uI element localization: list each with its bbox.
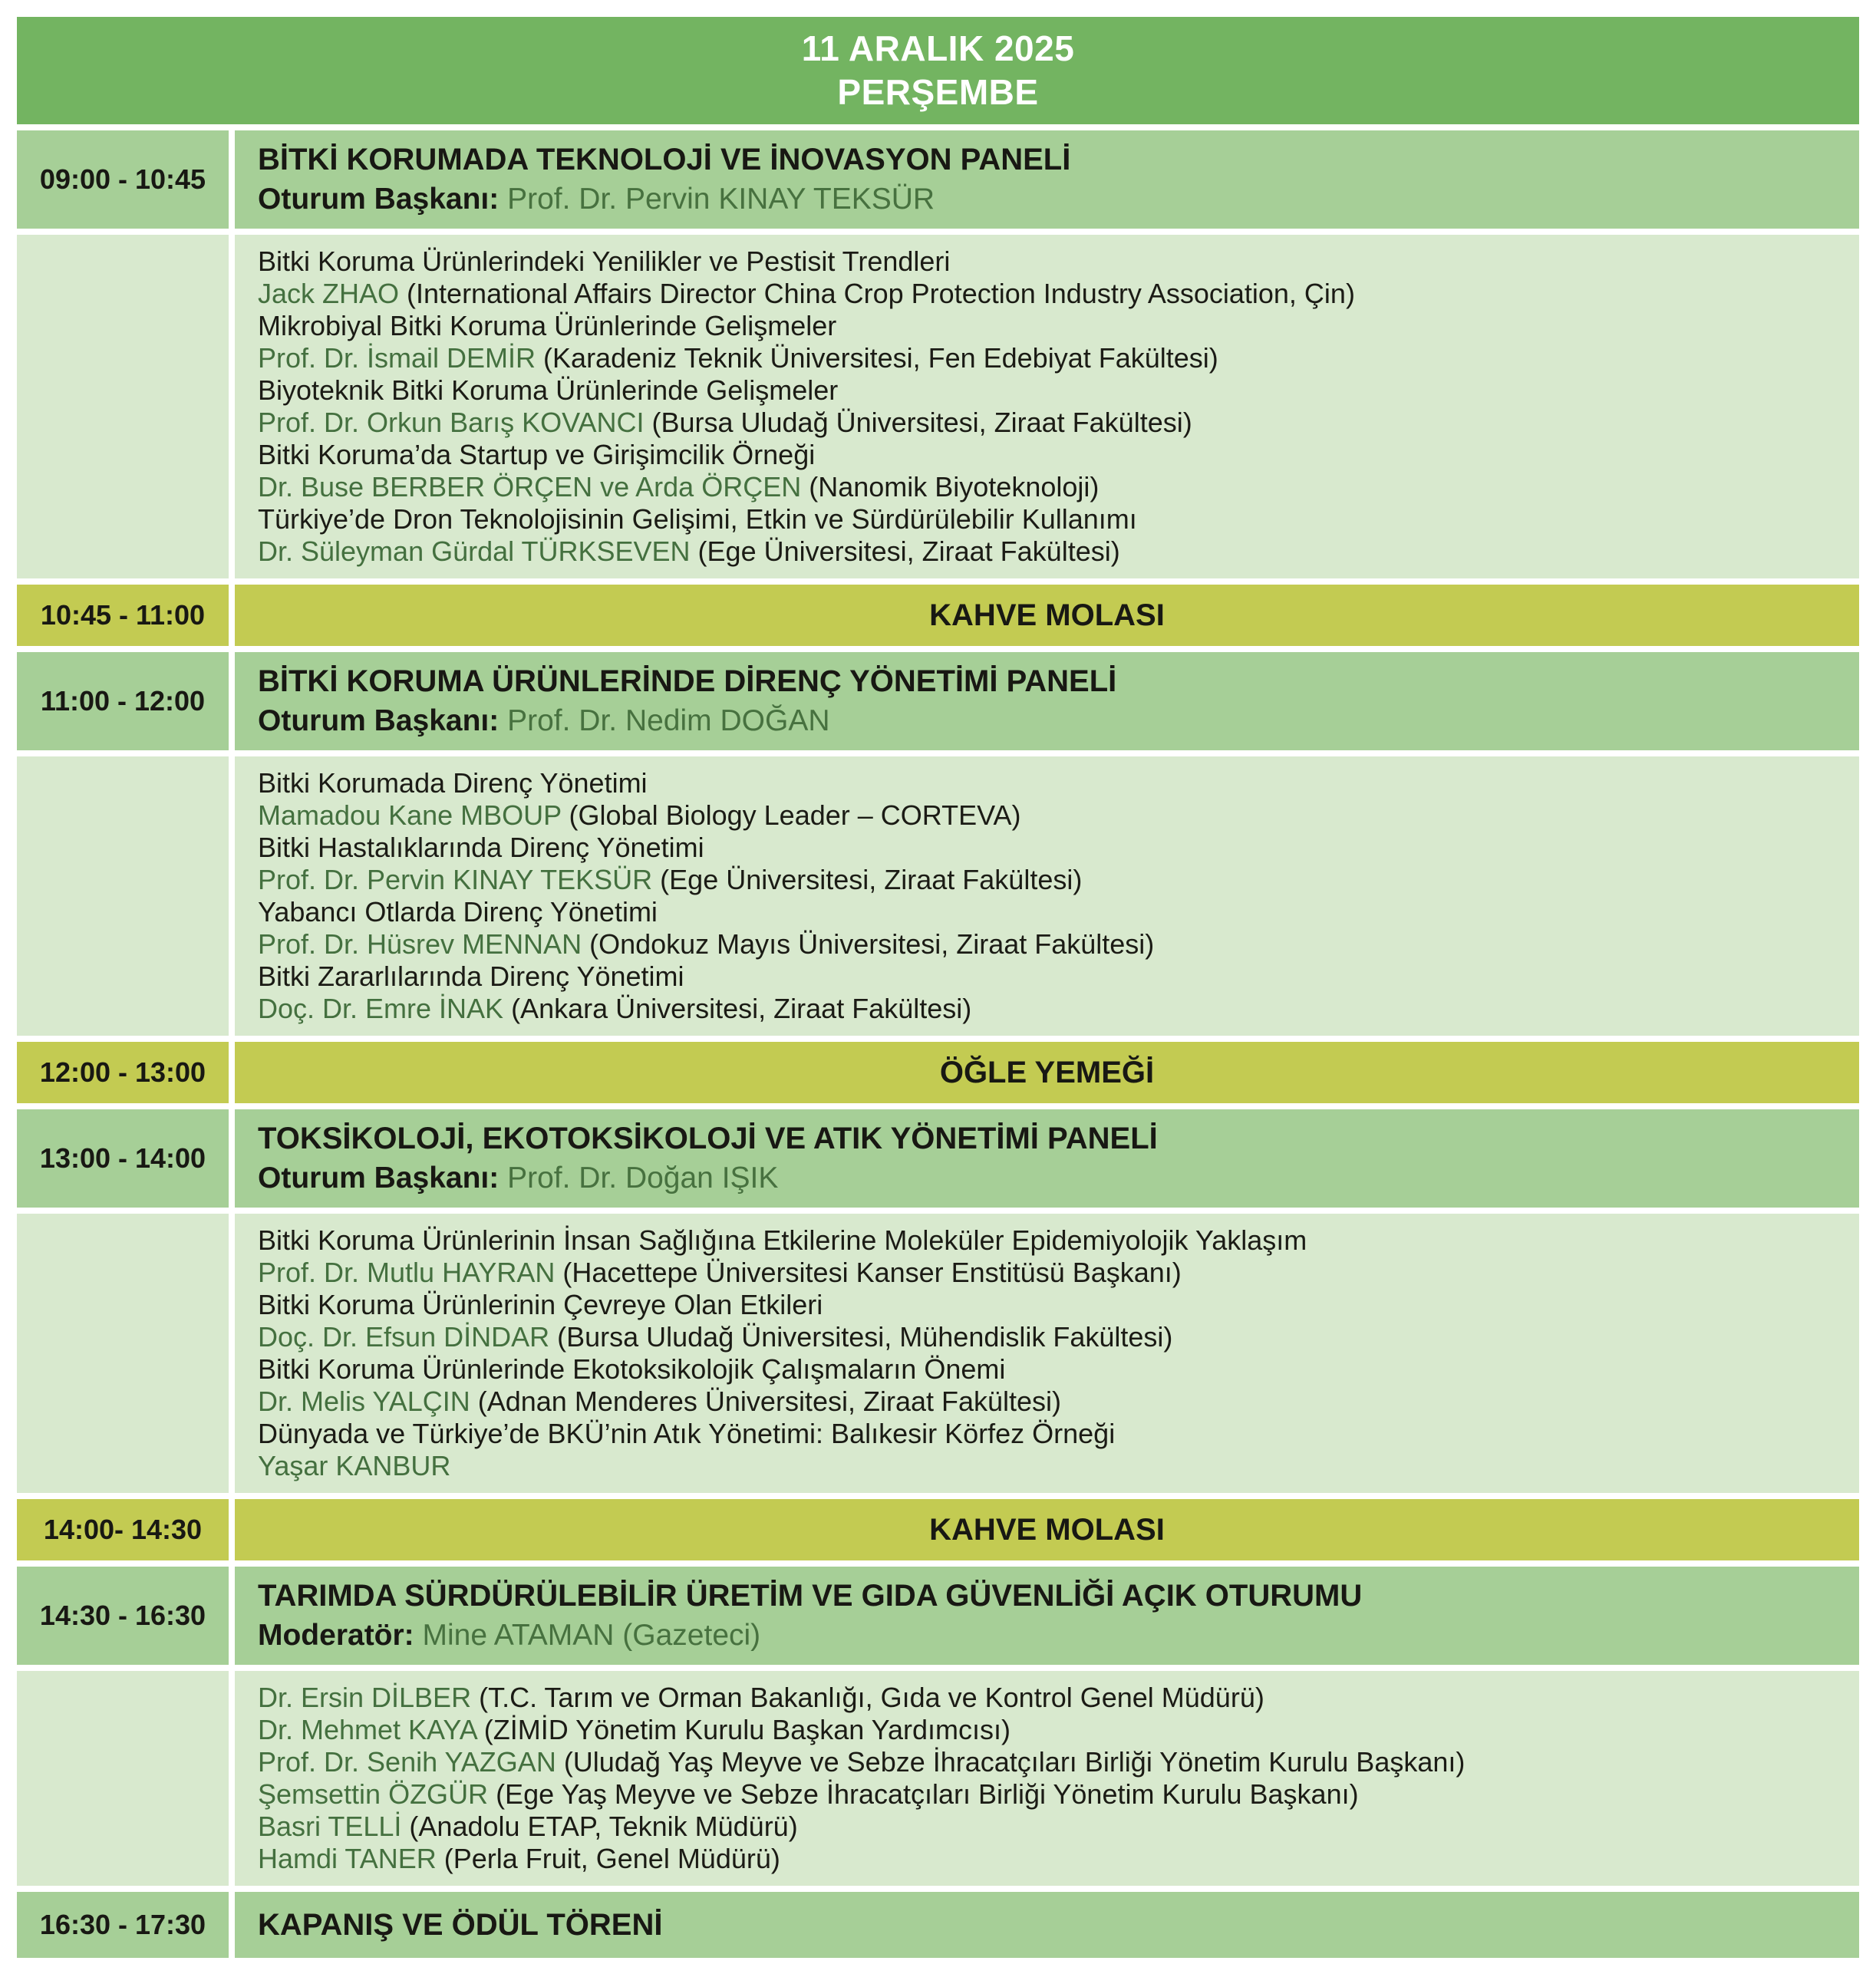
speaker-name: Prof. Dr. Hüsrev MENNAN — [258, 928, 582, 960]
session-title: BİTKİ KORUMADA TEKNOLOJİ VE İNOVASYON PANELİ — [258, 143, 1071, 176]
topic-line: Biyoteknik Bitki Koruma Ürünlerinde Gelişmeler — [258, 374, 839, 406]
schedule-table — [17, 17, 1859, 1958]
time-cell: 14:30 - 16:30 — [17, 1567, 229, 1665]
chair-name: Prof. Dr. Doğan IŞIK — [507, 1162, 779, 1195]
session-header-row — [17, 1109, 1859, 1208]
break-label: KAHVE MOLASI — [235, 585, 1859, 646]
speaker-affiliation: (Hacettepe Üniversitesi Kanser Enstitüsü Başkanı) — [555, 1257, 1182, 1288]
speaker-line — [258, 342, 1836, 374]
speaker-affiliation: (Ege Üniversitesi, Ziraat Fakültesi) — [690, 535, 1120, 567]
speaker-line — [258, 535, 1836, 568]
lunch-label: ÖĞLE YEMEĞİ — [235, 1042, 1859, 1103]
moderator-name: Mine ATAMAN (Gazeteci) — [422, 1619, 761, 1652]
chair-label: Oturum Başkanı: — [258, 1162, 499, 1195]
topic-line: Bitki Koruma’da Startup ve Girişimcilik Örneği — [258, 439, 816, 470]
speaker-line — [258, 1843, 1836, 1875]
topic-line: Bitki Hastalıklarında Direnç Yönetimi — [258, 832, 704, 863]
speaker-line — [258, 864, 1836, 896]
speaker-affiliation: (Anadolu ETAP, Teknik Müdürü) — [401, 1811, 798, 1842]
chair-name: Prof. Dr. Pervin KINAY TEKSÜR — [507, 183, 935, 216]
date-line: 11 ARALIK 2025 — [801, 28, 1075, 68]
speaker-name: Prof. Dr. Senih YAZGAN — [258, 1746, 556, 1778]
speaker-name: Hamdi TANER — [258, 1843, 437, 1874]
topic-line: Bitki Koruma Ürünlerinin İnsan Sağlığına Etkilerine Moleküler Epidemiyolojik Yaklaşım — [258, 1224, 1307, 1256]
speaker-affiliation: (Nanomik Biyoteknoloji) — [801, 471, 1100, 503]
speaker-line — [258, 1450, 1836, 1482]
time-cell: 10:45 - 11:00 — [17, 585, 229, 646]
speaker-name: Dr. Mehmet KAYA — [258, 1714, 476, 1745]
speaker-line — [258, 799, 1836, 832]
closing-row — [17, 1892, 1859, 1958]
speaker-line — [258, 1811, 1836, 1843]
speaker-line — [258, 1257, 1836, 1289]
speaker-name: Mamadou Kane MBOUP — [258, 799, 562, 831]
speaker-name: Prof. Dr. Orkun Barış KOVANCI — [258, 407, 645, 438]
session-title: TOKSİKOLOJİ, EKOTOKSİKOLOJİ VE ATIK YÖNETİMİ PANELİ — [258, 1122, 1158, 1155]
closing-title: KAPANIŞ VE ÖDÜL TÖRENİ — [235, 1892, 1859, 1958]
topic-line: Mikrobiyal Bitki Koruma Ürünlerinde Gelişmeler — [258, 310, 837, 341]
session-header-row — [17, 130, 1859, 229]
speakers-row — [17, 1671, 1859, 1886]
time-cell: 16:30 - 17:30 — [17, 1892, 229, 1958]
speaker-name: Jack ZHAO — [258, 278, 400, 309]
speaker-name: Dr. Melis YALÇIN — [258, 1386, 470, 1417]
speaker-name: Yaşar KANBUR — [258, 1450, 451, 1481]
speaker-affiliation: (Adnan Menderes Üniversitesi, Ziraat Fakültesi) — [470, 1386, 1062, 1417]
time-cell-empty — [17, 1671, 229, 1886]
speaker-name: Dr. Buse BERBER ÖRÇEN ve Arda ÖRÇEN — [258, 471, 802, 503]
speaker-line — [258, 407, 1836, 439]
speaker-name: Doç. Dr. Emre İNAK — [258, 993, 504, 1024]
topic-line: Bitki Korumada Direnç Yönetimi — [258, 767, 648, 799]
time-cell-empty — [17, 235, 229, 578]
time-cell: 11:00 - 12:00 — [17, 652, 229, 750]
speaker-affiliation: (International Affairs Director China Crop Protection Industry Association, Çin) — [399, 278, 1355, 309]
topic-line: Bitki Koruma Ürünlerinin Çevreye Olan Etkileri — [258, 1289, 823, 1320]
session-chair — [258, 180, 1836, 219]
speaker-affiliation: (Ankara Üniversitesi, Ziraat Fakültesi) — [503, 993, 972, 1024]
topic-line: Türkiye’de Dron Teknolojisinin Gelişimi, Etkin ve Sürdürülebilir Kullanımı — [258, 503, 1137, 535]
speaker-line — [258, 1321, 1836, 1353]
topic-line: Yabancı Otlarda Direnç Yönetimi — [258, 896, 658, 928]
speaker-name: Şemsettin ÖZGÜR — [258, 1778, 489, 1810]
topic-line: Bitki Zararlılarında Direnç Yönetimi — [258, 961, 684, 992]
time-cell-empty — [17, 756, 229, 1036]
moderator-label: Moderatör: — [258, 1619, 414, 1652]
speaker-affiliation: (Ege Üniversitesi, Ziraat Fakültesi) — [652, 864, 1083, 895]
speakers-row — [17, 235, 1859, 578]
speaker-line — [258, 278, 1836, 310]
speaker-name: Doç. Dr. Efsun DİNDAR — [258, 1321, 550, 1353]
session-chair — [258, 701, 1836, 741]
speakers-row — [17, 756, 1859, 1036]
speaker-name: Prof. Dr. Pervin KINAY TEKSÜR — [258, 864, 653, 895]
speaker-affiliation: (Global Biology Leader – CORTEVA) — [561, 799, 1021, 831]
time-cell: 12:00 - 13:00 — [17, 1042, 229, 1103]
speaker-line — [258, 471, 1836, 503]
chair-label: Oturum Başkanı: — [258, 183, 499, 216]
speaker-affiliation: (T.C. Tarım ve Orman Bakanlığı, Gıda ve Kontrol Genel Müdürü) — [471, 1682, 1264, 1713]
session-title: BİTKİ KORUMA ÜRÜNLERİNDE DİRENÇ YÖNETİMİ PANELİ — [258, 664, 1117, 698]
topic-line: Dünyada ve Türkiye’de BKÜ’nin Atık Yönetimi: Balıkesir Körfez Örneği — [258, 1418, 1116, 1449]
speaker-line — [258, 1714, 1836, 1746]
speaker-line — [258, 1778, 1836, 1811]
speaker-line — [258, 928, 1836, 961]
time-cell: 13:00 - 14:00 — [17, 1109, 229, 1208]
weekday-line: PERŞEMBE — [837, 72, 1039, 112]
speaker-affiliation: (Bursa Uludağ Üniversitesi, Mühendislik Fakültesi) — [549, 1321, 1173, 1353]
date-header — [17, 17, 1859, 124]
speaker-line — [258, 1386, 1836, 1418]
session-header-row — [17, 1567, 1859, 1665]
speaker-name: Prof. Dr. Mutlu HAYRAN — [258, 1257, 556, 1288]
time-cell-empty — [17, 1214, 229, 1493]
session-header-row — [17, 652, 1859, 750]
break-row — [17, 1499, 1859, 1560]
session-chair — [258, 1158, 1836, 1198]
speaker-name: Dr. Ersin DİLBER — [258, 1682, 472, 1713]
speaker-affiliation: (Ege Yaş Meyve ve Sebze İhracatçıları Birliği Yönetim Kurulu Başkanı) — [488, 1778, 1359, 1810]
speaker-affiliation: (Perla Fruit, Genel Müdürü) — [436, 1843, 780, 1874]
speaker-affiliation: (Ondokuz Mayıs Üniversitesi, Ziraat Fakültesi) — [582, 928, 1155, 960]
session-moderator — [258, 1616, 1836, 1656]
chair-name: Prof. Dr. Nedim DOĞAN — [507, 704, 830, 737]
speaker-name: Dr. Süleyman Gürdal TÜRKSEVEN — [258, 535, 691, 567]
time-cell: 14:00- 14:30 — [17, 1499, 229, 1560]
break-row — [17, 585, 1859, 646]
speaker-name: Prof. Dr. İsmail DEMİR — [258, 342, 536, 374]
topic-line: Bitki Koruma Ürünlerinde Ekotoksikolojik Çalışmaların Önemi — [258, 1353, 1006, 1385]
lunch-row — [17, 1042, 1859, 1103]
speaker-line — [258, 1746, 1836, 1778]
session-title: TARIMDA SÜRDÜRÜLEBİLİR ÜRETİM VE GIDA GÜVENLİĞİ AÇIK OTURUMU — [258, 1579, 1363, 1613]
break-label: KAHVE MOLASI — [235, 1499, 1859, 1560]
speaker-affiliation: (ZİMİD Yönetim Kurulu Başkan Yardımcısı) — [476, 1714, 1011, 1745]
time-cell: 09:00 - 10:45 — [17, 130, 229, 229]
speakers-row — [17, 1214, 1859, 1493]
speaker-name: Basri TELLİ — [258, 1811, 402, 1842]
speaker-affiliation: (Uludağ Yaş Meyve ve Sebze İhracatçıları Birliği Yönetim Kurulu Başkanı) — [556, 1746, 1466, 1778]
topic-line: Bitki Koruma Ürünlerindeki Yenilikler ve Pestisit Trendleri — [258, 246, 951, 277]
chair-label: Oturum Başkanı: — [258, 704, 499, 737]
speaker-affiliation: (Karadeniz Teknik Üniversitesi, Fen Edebiyat Fakültesi) — [536, 342, 1218, 374]
speaker-line — [258, 993, 1836, 1025]
speaker-affiliation: (Bursa Uludağ Üniversitesi, Ziraat Fakültesi) — [644, 407, 1192, 438]
speaker-line — [258, 1682, 1836, 1714]
